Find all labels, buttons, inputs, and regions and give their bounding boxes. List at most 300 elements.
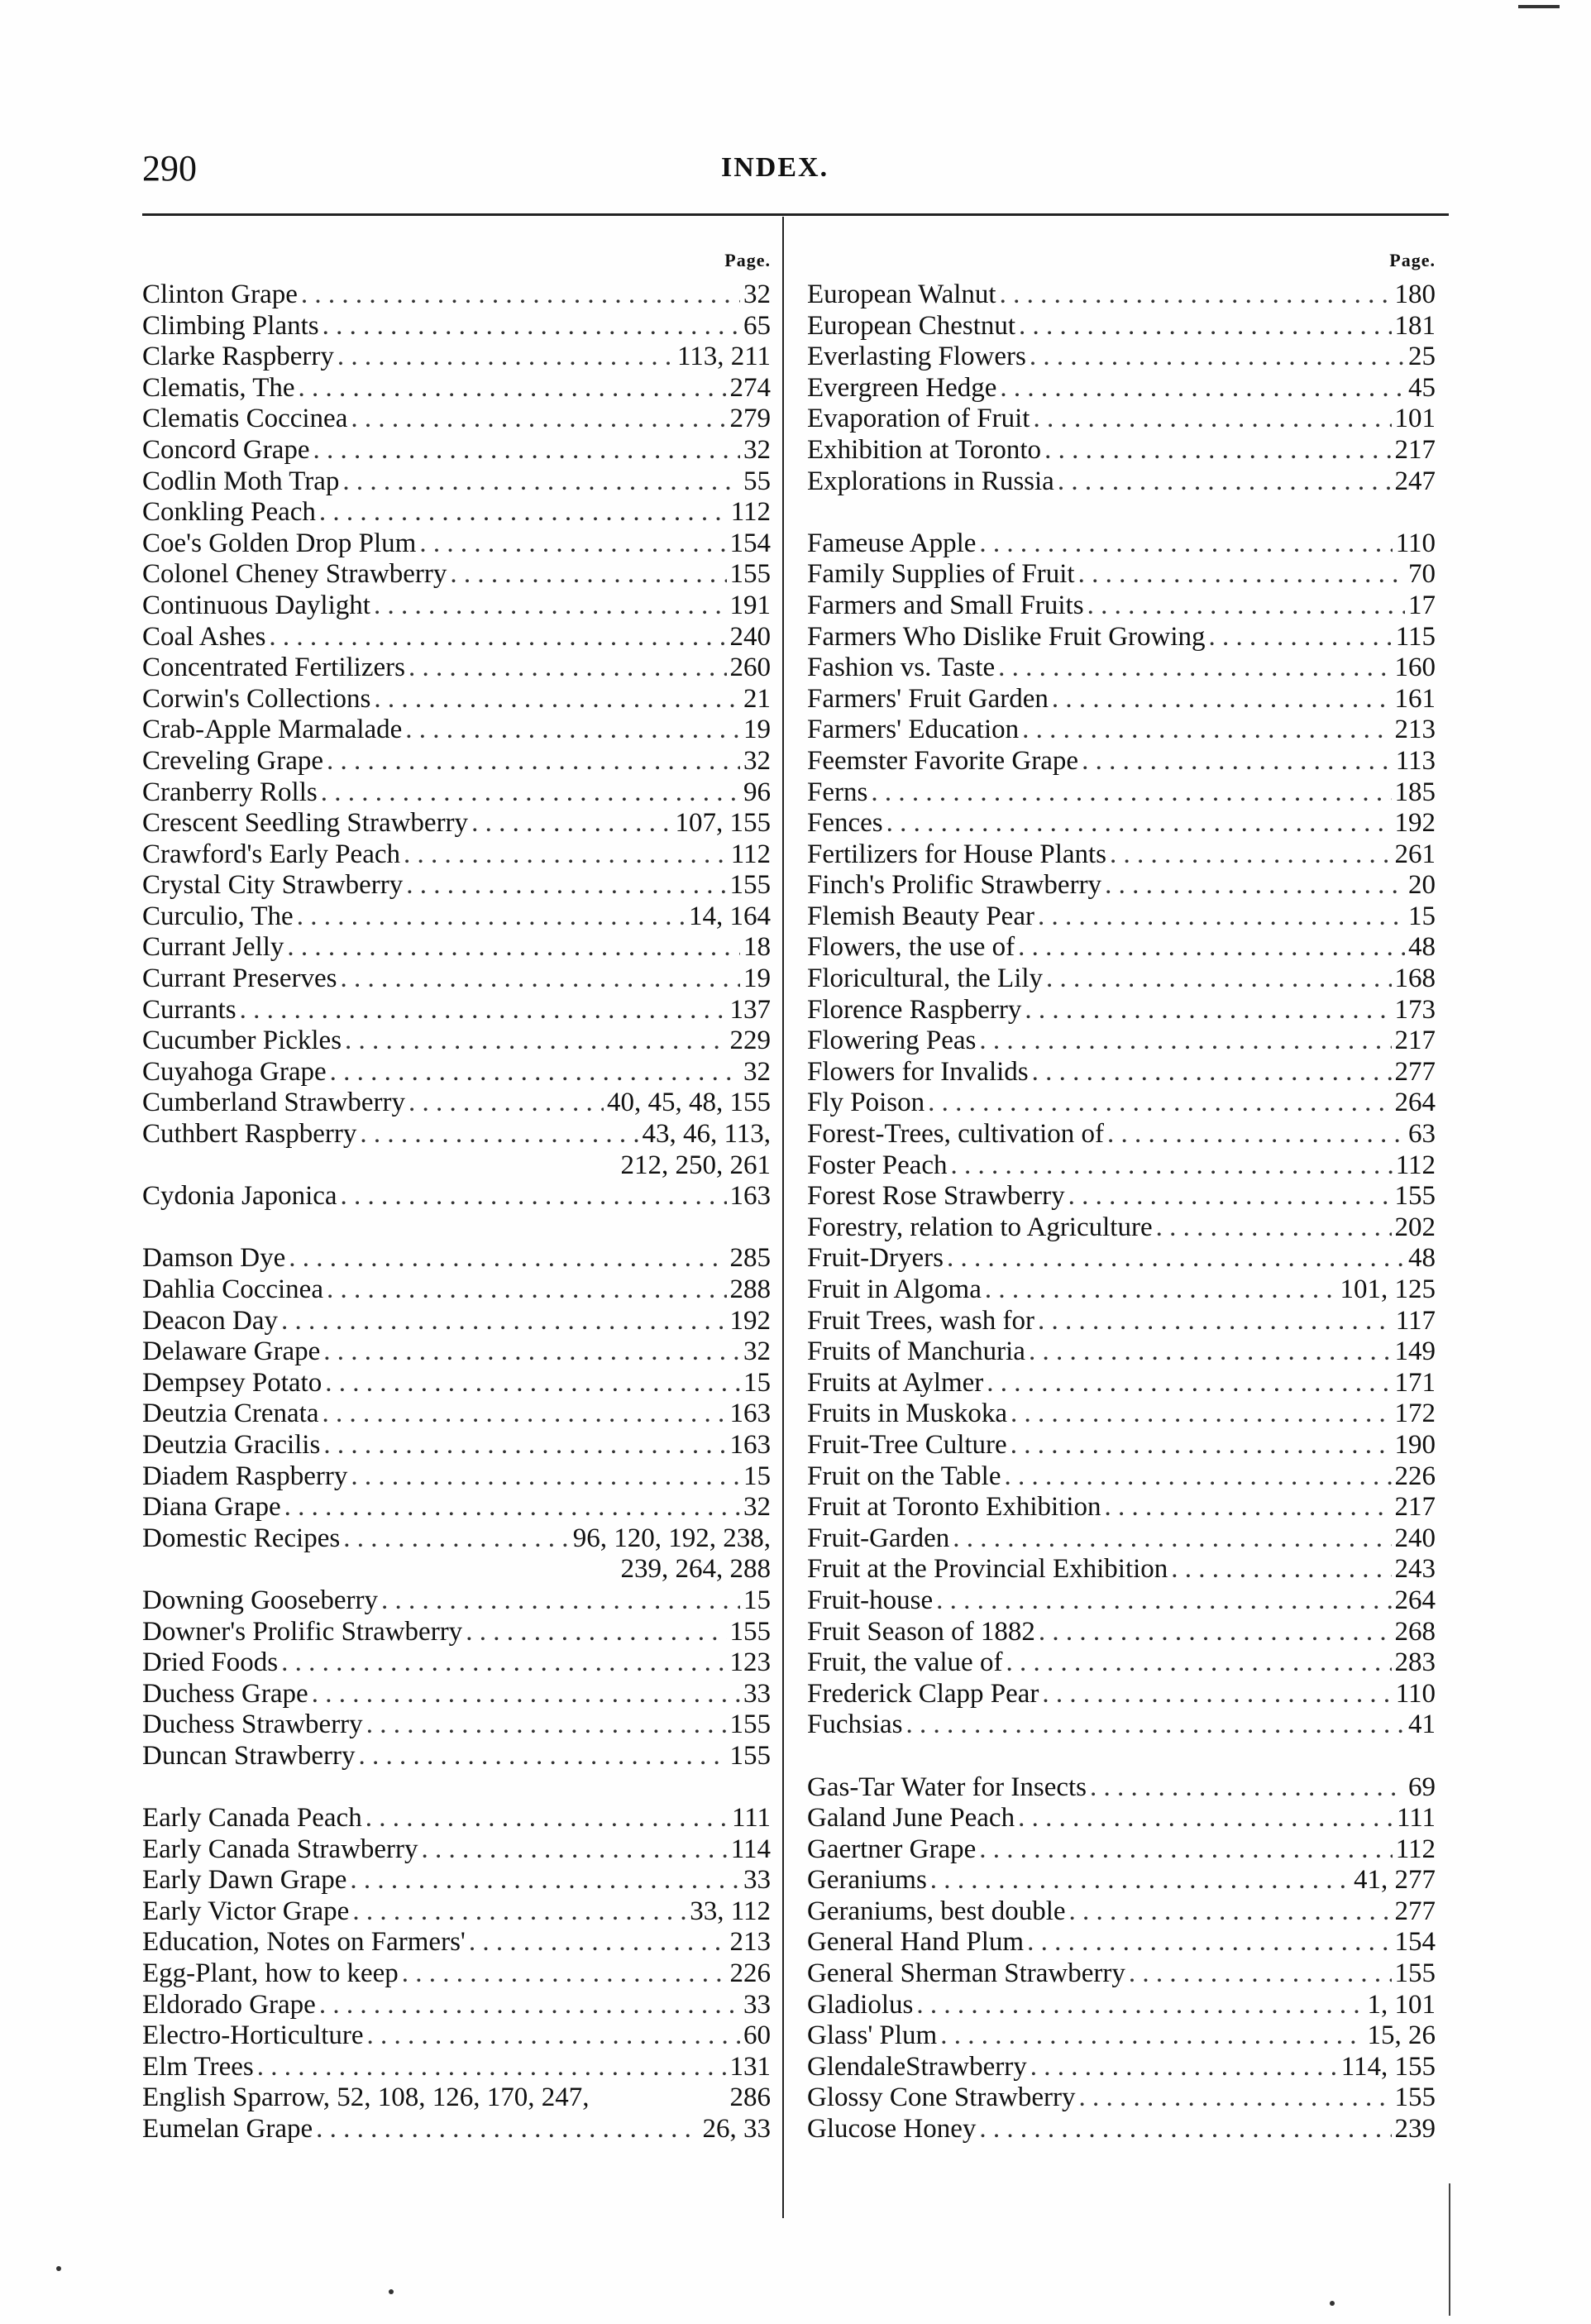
entry-title: Deacon Day — [142, 1305, 279, 1336]
entry-title: Fashion vs. Taste — [807, 653, 996, 683]
dot-leader — [998, 653, 1391, 684]
index-entry — [142, 2114, 771, 2145]
index-entry — [142, 1026, 771, 1057]
entry-page-numbers: 155 — [729, 1740, 771, 1771]
dot-leader — [979, 2114, 1391, 2145]
entry-page-numbers: 171 — [1394, 1367, 1436, 1398]
entry-title: Eldorado Grape — [142, 1989, 316, 2020]
entry-title: Colonel Cheney Strawberry — [142, 559, 447, 590]
entry-title: Fences — [807, 808, 883, 839]
entry-page-numbers: 19 — [743, 715, 771, 745]
index-entry — [807, 2083, 1436, 2114]
dot-leader — [419, 528, 726, 560]
dot-leader — [979, 1834, 1392, 1866]
entry-title: Glass' Plum — [807, 2020, 938, 2051]
entry-title: Cranberry Rolls — [142, 777, 318, 807]
dot-leader — [951, 1150, 1393, 1182]
index-entry — [142, 591, 771, 622]
entry-title: Evergreen Hedge — [807, 372, 997, 403]
entry-title: Domestic Recipes — [142, 1523, 341, 1553]
column-heading-page: Page. — [1389, 250, 1436, 270]
entry-page-numbers: 32 — [743, 434, 771, 465]
entry-title: Flowering Peas — [807, 1026, 977, 1056]
entry-page-numbers: 21 — [743, 683, 771, 714]
dot-leader — [297, 901, 686, 933]
dot-leader — [345, 1026, 726, 1057]
entry-page-numbers: 172 — [1394, 1399, 1436, 1429]
dot-leader — [327, 746, 740, 777]
index-entry — [142, 280, 771, 311]
scan-margin-line — [1449, 2183, 1450, 2316]
entry-page-numbers: 288 — [729, 1274, 771, 1304]
dot-leader — [1025, 995, 1391, 1026]
index-entry — [807, 932, 1436, 964]
entry-page-numbers: 239, 264, 288 — [620, 1554, 771, 1585]
index-entry — [807, 435, 1436, 466]
dot-leader — [1046, 964, 1391, 995]
entry-page-numbers: 173 — [1394, 994, 1436, 1025]
dot-leader — [1156, 1212, 1392, 1244]
entry-title: Everlasting Flowers — [807, 342, 1026, 372]
entry-title: Geraniums, best double — [807, 1896, 1066, 1926]
index-entry — [807, 1399, 1436, 1430]
index-entry — [807, 1585, 1436, 1617]
index-entry — [142, 777, 771, 809]
entry-title: Gaertner Grape — [807, 1834, 977, 1864]
index-entry — [142, 870, 771, 901]
entry-page-numbers: 18 — [743, 932, 771, 963]
entry-title: Cuyahoga Grape — [142, 1056, 327, 1087]
index-entry — [142, 622, 771, 653]
dot-leader — [351, 1461, 740, 1493]
entry-title: Egg-Plant, how to keep — [142, 1958, 399, 1989]
index-entry — [142, 497, 771, 528]
entry-page-numbers: 163 — [729, 1399, 771, 1429]
entry-page-numbers: 101 — [1394, 404, 1436, 434]
entry-page-numbers: 260 — [729, 653, 771, 683]
dot-leader — [1082, 746, 1393, 777]
entry-title: Cuthbert Raspberry — [142, 1119, 357, 1150]
entry-page-numbers: 240 — [729, 621, 771, 652]
entry-title: Geraniums — [807, 1865, 927, 1896]
index-entry — [142, 466, 771, 498]
scan-mark-top — [1518, 5, 1560, 8]
entry-list-right — [807, 280, 1436, 2145]
dot-leader — [351, 404, 726, 435]
index-entry — [807, 373, 1436, 404]
entry-title: Glossy Cone Strawberry — [807, 2083, 1076, 2113]
entry-page-numbers: 155 — [729, 870, 771, 901]
dot-leader — [1039, 1617, 1392, 1648]
entry-page-numbers: 114, 155 — [1340, 2051, 1436, 2082]
dot-leader — [1032, 1057, 1392, 1088]
index-entry — [142, 1741, 771, 1772]
entry-title: Feemster Favorite Grape — [807, 745, 1079, 776]
dot-leader — [1029, 1337, 1392, 1368]
entry-title: Ferns — [807, 777, 868, 807]
entry-page-numbers: 112 — [730, 497, 771, 528]
entry-page-numbers: 229 — [729, 1026, 771, 1056]
entry-page-numbers: 32 — [743, 280, 771, 309]
dot-leader — [402, 1958, 727, 1990]
entry-page-numbers: 279 — [729, 404, 771, 434]
entry-title: Gas-Tar Water for Insects — [807, 1772, 1087, 1802]
entry-title: Early Dawn Grape — [142, 1865, 347, 1896]
index-entry — [142, 2020, 771, 2052]
entry-title: Forest Rose Strawberry — [807, 1181, 1065, 1212]
dot-leader — [312, 1679, 740, 1710]
dot-leader — [1030, 2052, 1338, 2083]
dot-leader — [319, 1990, 740, 2021]
index-entry — [142, 1399, 771, 1430]
dot-leader — [343, 1523, 570, 1555]
entry-page-numbers: 154 — [1394, 1927, 1436, 1958]
index-entry — [142, 1181, 771, 1212]
entry-title: Farmers' Education — [807, 715, 1020, 745]
entry-title: European Chestnut — [807, 310, 1016, 341]
index-entry — [807, 591, 1436, 622]
entry-title: Dahlia Coccinea — [142, 1274, 323, 1304]
index-entry — [142, 1958, 771, 1990]
index-entry — [807, 746, 1436, 777]
index-entry — [142, 1927, 771, 1958]
dot-leader — [1000, 280, 1392, 311]
entry-title: Coal Ashes — [142, 621, 266, 652]
index-entry — [142, 1492, 771, 1523]
index-entry — [142, 1274, 771, 1306]
dot-leader — [352, 1896, 686, 1928]
dot-leader — [1105, 1492, 1392, 1523]
dot-leader — [1129, 1958, 1392, 1990]
entry-page-numbers: 107, 155 — [675, 808, 771, 839]
entry-title: Fuchsias — [807, 1710, 903, 1740]
index-entry — [807, 1803, 1436, 1834]
index-entry — [142, 1803, 771, 1834]
entry-title: Fruit, the value of — [807, 1647, 1003, 1678]
entry-page-numbers: 101, 125 — [1340, 1274, 1436, 1304]
entry-title: Diana Grape — [142, 1492, 281, 1523]
entry-title: Clarke Raspberry — [142, 342, 334, 372]
entry-page-numbers: 111 — [731, 1803, 771, 1834]
entry-title: Fruit Trees, wash for — [807, 1305, 1035, 1336]
dot-leader — [240, 995, 727, 1026]
entry-page-numbers: 163 — [729, 1429, 771, 1460]
dot-leader — [979, 1026, 1391, 1057]
entry-page-numbers: 217 — [1394, 1026, 1436, 1056]
entry-title: Clematis Coccinea — [142, 404, 348, 434]
index-entry — [807, 1554, 1436, 1585]
letter-section-gap — [807, 497, 1436, 528]
index-entry — [142, 808, 771, 839]
entry-title: Flowers, the use of — [807, 932, 1015, 963]
index-entry — [807, 1865, 1436, 1896]
entry-title: Fruit-Garden — [807, 1523, 950, 1553]
entry-page-numbers: 45 — [1408, 372, 1436, 403]
dot-leader — [330, 1057, 740, 1088]
entry-page-numbers: 15 — [1408, 901, 1436, 931]
index-entry — [142, 901, 771, 933]
entry-page-numbers: 19 — [743, 964, 771, 994]
index-entry — [142, 1896, 771, 1928]
entry-title: Crawford's Early Peach — [142, 839, 401, 869]
entry-title: Fly Poison — [807, 1088, 925, 1118]
index-entry — [142, 528, 771, 560]
dot-leader — [469, 1927, 727, 1958]
index-entry — [142, 342, 771, 373]
index-entry — [142, 373, 771, 404]
entry-title: Damson Dye — [142, 1243, 286, 1274]
index-entry — [807, 653, 1436, 684]
entry-page-numbers: 192 — [729, 1305, 771, 1336]
index-entry — [807, 1026, 1436, 1057]
entry-title: Early Canada Peach — [142, 1803, 362, 1834]
entry-page-numbers: 33 — [743, 1989, 771, 2020]
entry-title: English Sparrow, 52, 108, 126, 170, 247, — [142, 2083, 590, 2113]
dot-leader — [1042, 1679, 1392, 1710]
entry-title: Cumberland Strawberry — [142, 1088, 405, 1118]
index-entry — [807, 1927, 1436, 1958]
index-entry — [807, 1896, 1436, 1928]
dot-leader — [281, 1647, 726, 1679]
entry-title: General Hand Plum — [807, 1927, 1025, 1958]
entry-title: Fruit Season of 1882 — [807, 1616, 1035, 1647]
scan-speck — [389, 2289, 394, 2294]
index-entry — [142, 1306, 771, 1337]
entry-title: Family Supplies of Fruit — [807, 559, 1075, 590]
dot-leader — [350, 1865, 740, 1896]
dot-leader — [450, 559, 726, 591]
entry-title: Corwin's Collections — [142, 683, 371, 714]
dot-leader — [359, 1741, 727, 1772]
dot-leader — [301, 280, 740, 311]
dot-leader — [1018, 932, 1405, 964]
entry-title: Fruit-Tree Culture — [807, 1429, 1007, 1460]
index-entry — [807, 1523, 1436, 1555]
entry-title: Duchess Grape — [142, 1678, 308, 1709]
index-entry — [807, 404, 1436, 435]
entry-page-numbers: 14, 164 — [689, 901, 771, 931]
entry-page-numbers: 32 — [743, 1492, 771, 1523]
dot-leader — [322, 1399, 726, 1430]
index-entry — [807, 342, 1436, 373]
index-entry — [807, 995, 1436, 1026]
index-entry — [807, 622, 1436, 653]
dot-leader — [871, 777, 1391, 809]
dot-leader — [408, 653, 727, 684]
entry-page-numbers: 154 — [729, 528, 771, 558]
entry-page-numbers: 15 — [743, 1461, 771, 1491]
entry-page-numbers: 123 — [729, 1647, 771, 1678]
index-entry — [807, 715, 1436, 746]
entry-page-numbers: 1, 101 — [1367, 1989, 1436, 2020]
entry-page-numbers: 264 — [1394, 1088, 1436, 1118]
index-entry — [807, 684, 1436, 715]
dot-leader — [1105, 870, 1405, 901]
entry-page-numbers: 261 — [1394, 839, 1436, 869]
entry-page-numbers: 192 — [1394, 808, 1436, 839]
dot-leader — [953, 1523, 1391, 1555]
index-entry — [142, 1337, 771, 1368]
dot-leader — [930, 1865, 1350, 1896]
entry-page-numbers: 160 — [1394, 653, 1436, 683]
dot-leader — [287, 932, 740, 964]
entry-title: Clematis, The — [142, 372, 295, 403]
entry-page-numbers: 96, 120, 192, 238, — [572, 1523, 771, 1553]
entry-page-numbers: 217 — [1394, 434, 1436, 465]
dot-leader — [1027, 1927, 1391, 1958]
dot-leader — [940, 2020, 1364, 2052]
dot-leader — [1107, 1119, 1405, 1150]
entry-title: Fruit at Toronto Exhibition — [807, 1492, 1101, 1523]
entry-page-numbers: 43, 46, 113, — [642, 1119, 771, 1150]
dot-leader — [987, 1368, 1391, 1399]
dot-leader — [381, 1585, 740, 1617]
dot-leader — [366, 1710, 727, 1741]
index-entry — [142, 964, 771, 995]
dot-leader — [1038, 1306, 1393, 1337]
entry-title: Fruit at the Provincial Exhibition — [807, 1554, 1168, 1585]
entry-title: Dempsey Potato — [142, 1367, 322, 1398]
column-heading-page: Page. — [724, 250, 771, 270]
index-entry — [807, 1181, 1436, 1212]
index-entry — [807, 466, 1436, 498]
index-entry — [142, 715, 771, 746]
entry-page-numbers: 155 — [729, 1616, 771, 1647]
index-entry — [142, 1710, 771, 1741]
dot-leader — [471, 808, 671, 839]
entry-title: Conkling Peach — [142, 497, 316, 528]
index-entry — [142, 404, 771, 435]
index-entry — [807, 808, 1436, 839]
entry-page-numbers: 181 — [1394, 310, 1436, 341]
column-divider — [782, 217, 784, 2218]
entry-title: Deutzia Gracilis — [142, 1429, 321, 1460]
index-entry — [142, 1088, 771, 1119]
entry-title: Evaporation of Fruit — [807, 404, 1030, 434]
dot-leader — [367, 2020, 740, 2052]
entry-page-numbers: 268 — [1394, 1616, 1436, 1647]
entry-page-numbers: 15 — [743, 1585, 771, 1615]
index-entry — [142, 1523, 771, 1555]
dot-leader — [405, 715, 740, 746]
entry-page-numbers: 137 — [729, 994, 771, 1025]
entry-title: General Sherman Strawberry — [807, 1958, 1125, 1989]
dot-leader — [366, 1803, 729, 1834]
entry-title: Gladiolus — [807, 1989, 914, 2020]
dot-leader — [360, 1119, 638, 1150]
entry-title: Diadem Raspberry — [142, 1461, 348, 1491]
entry-title: Fruits of Manchuria — [807, 1337, 1025, 1367]
dot-leader — [341, 964, 740, 995]
entry-title: Education, Notes on Farmers' — [142, 1927, 466, 1958]
dot-leader — [1010, 1430, 1392, 1461]
entry-title: Crab-Apple Marmalade — [142, 715, 403, 745]
index-entry — [142, 1865, 771, 1896]
entry-title: Deutzia Crenata — [142, 1399, 319, 1429]
dot-leader — [327, 1274, 727, 1306]
entry-page-numbers: 41 — [1408, 1710, 1436, 1740]
entry-page-numbers: 112 — [1395, 1150, 1436, 1180]
entry-page-numbers: 277 — [1394, 1896, 1436, 1926]
entry-title: Curculio, The — [142, 901, 294, 931]
index-entry — [807, 1461, 1436, 1493]
entry-page-numbers: 277 — [1394, 1056, 1436, 1087]
index-entry — [807, 2114, 1436, 2145]
entry-page-numbers: 33, 112 — [690, 1896, 771, 1926]
entry-title: Currant Jelly — [142, 932, 284, 963]
entry-page-numbers: 114 — [730, 1834, 771, 1864]
entry-title: Concentrated Fertilizers — [142, 653, 405, 683]
index-entry — [142, 2083, 771, 2114]
dot-leader — [257, 2052, 727, 2083]
entry-page-numbers: 40, 45, 48, 155 — [607, 1088, 771, 1118]
entry-title: Fruits at Aylmer — [807, 1367, 984, 1398]
dot-leader — [985, 1274, 1337, 1306]
index-entry — [142, 2052, 771, 2083]
letter-section-gap — [807, 1741, 1436, 1772]
entry-title: Fruit on the Table — [807, 1461, 1001, 1491]
entry-page-numbers: 26, 33 — [702, 2114, 771, 2145]
entry-title: Finch's Prolific Strawberry — [807, 870, 1102, 901]
index-entry — [807, 1492, 1436, 1523]
entry-title: Farmers' Fruit Garden — [807, 683, 1049, 714]
dot-leader — [337, 342, 674, 373]
entry-title: European Walnut — [807, 280, 996, 309]
entry-title: Eumelan Grape — [142, 2114, 313, 2145]
dot-leader — [1078, 559, 1405, 591]
dot-leader — [928, 1088, 1391, 1119]
entry-page-numbers: 213 — [729, 1927, 771, 1958]
entry-title: Early Victor Grape — [142, 1896, 350, 1926]
dot-leader — [374, 591, 727, 622]
entry-title: Dried Foods — [142, 1647, 279, 1678]
index-entry — [142, 1834, 771, 1866]
entry-title: Galand June Peach — [807, 1803, 1015, 1834]
index-entry — [807, 1647, 1436, 1679]
dot-leader — [422, 1834, 728, 1866]
entry-title: Downer's Prolific Strawberry — [142, 1616, 463, 1647]
entry-page-numbers: 25 — [1408, 342, 1436, 372]
entry-title: Coe's Golden Drop Plum — [142, 528, 417, 558]
index-entry — [807, 1057, 1436, 1088]
index-entry — [142, 995, 771, 1026]
index-entry — [142, 1430, 771, 1461]
entry-page-numbers: 63 — [1408, 1119, 1436, 1150]
dot-leader — [406, 870, 726, 901]
dot-leader — [1044, 435, 1391, 466]
dot-leader — [1052, 684, 1392, 715]
entry-page-numbers: 168 — [1394, 964, 1436, 994]
entry-page-numbers: 212, 250, 261 — [620, 1150, 771, 1180]
index-entry-continuation — [142, 1150, 771, 1182]
entry-page-numbers: 17 — [1408, 590, 1436, 620]
entry-page-numbers: 217 — [1394, 1492, 1436, 1523]
entry-page-numbers: 110 — [1395, 1678, 1436, 1709]
entry-title: Delaware Grape — [142, 1337, 321, 1367]
entry-title: Cydonia Japonica — [142, 1181, 337, 1212]
entry-title: Flowers for Invalids — [807, 1056, 1029, 1087]
entry-title: Codlin Moth Trap — [142, 466, 340, 496]
index-entry — [142, 311, 771, 342]
entry-page-numbers: 96 — [743, 777, 771, 807]
entry-page-numbers: 185 — [1394, 777, 1436, 807]
dot-leader — [341, 1181, 727, 1212]
entry-page-numbers: 48 — [1408, 932, 1436, 963]
dot-leader — [1078, 2083, 1391, 2114]
dot-leader — [323, 1337, 740, 1368]
index-entry — [142, 559, 771, 591]
index-entry — [807, 1710, 1436, 1741]
